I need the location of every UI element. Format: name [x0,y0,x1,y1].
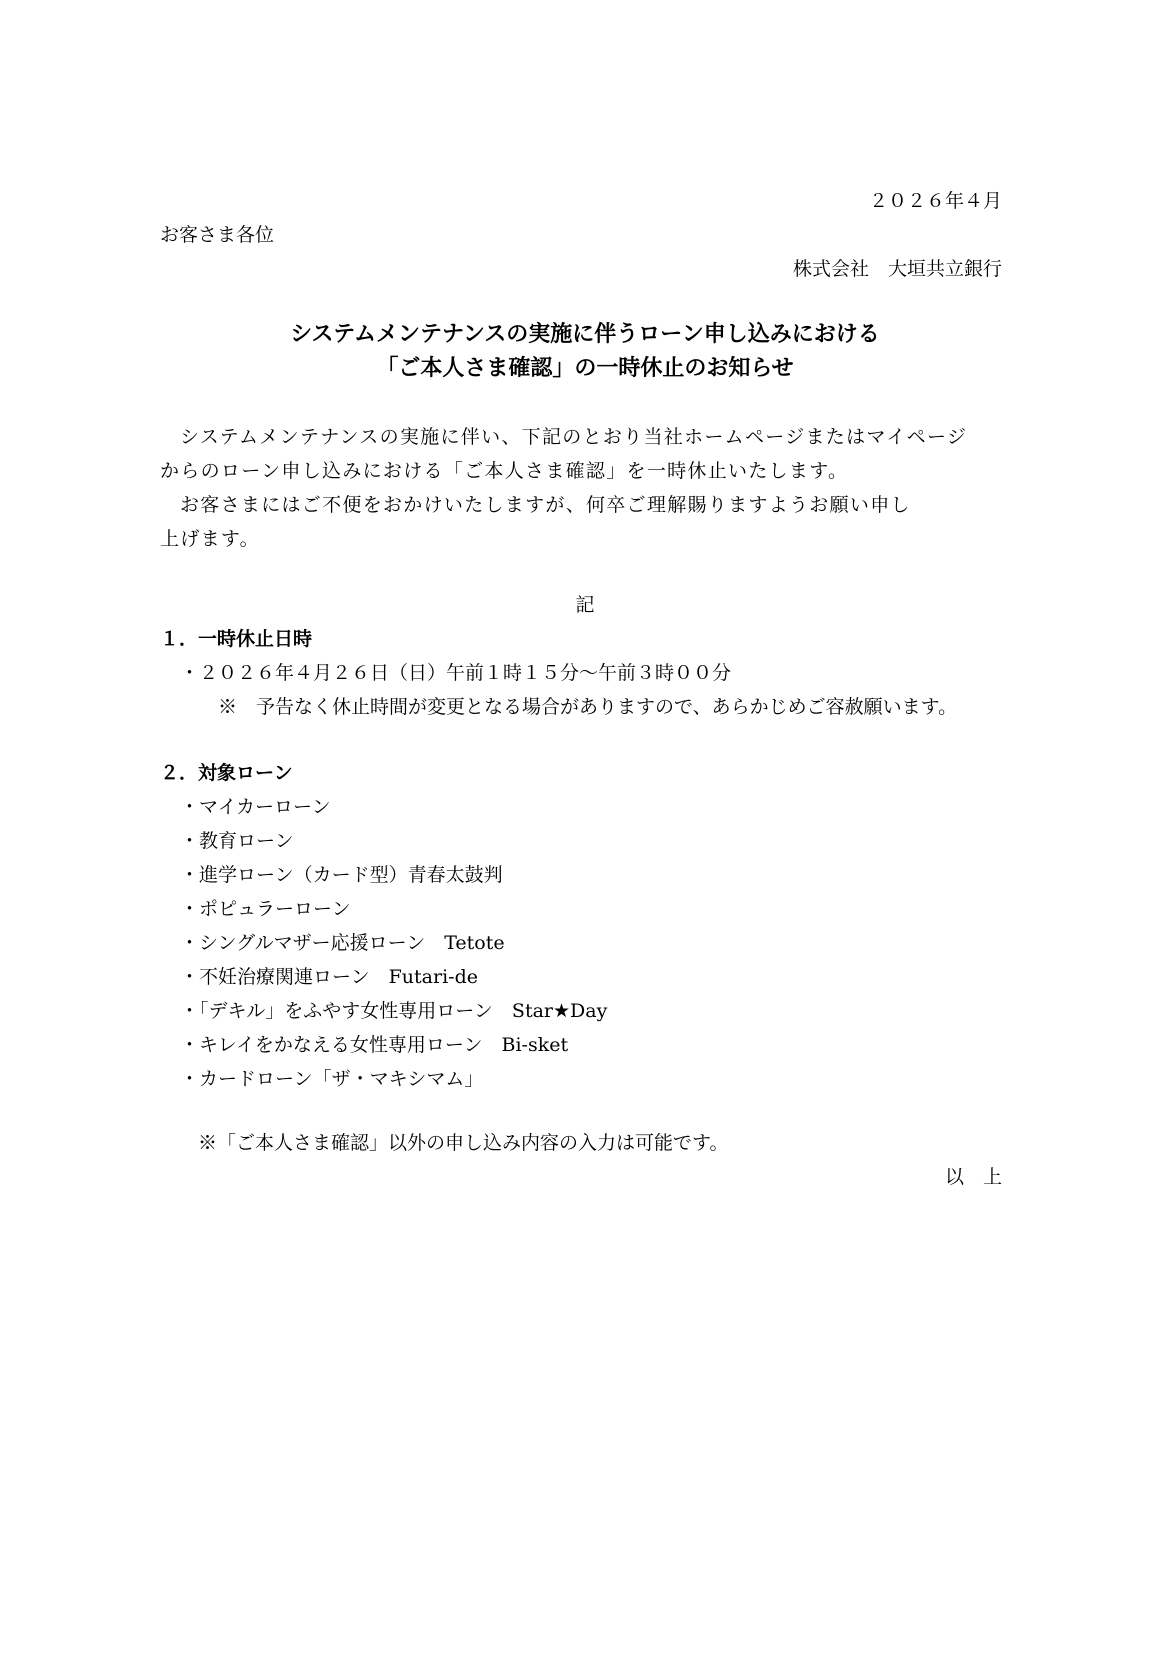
body-paragraph1-line1: システムメンテナンスの実施に伴い、下記のとおり当社ホームページまたはマイページ [180,426,968,448]
sender: 株式会社 大垣共立銀行 [792,258,1002,280]
loan-item: ・マイカーローン [180,796,331,818]
suspension-datetime: ・２０２６年４月２６日（日）午前１時１５分～午前３時００分 [180,662,732,684]
recipient: お客さま各位 [160,224,275,246]
document-title-line1: システムメンテナンスの実施に伴うローン申し込みにおける [290,322,880,347]
loan-item: ・シングルマザー応援ローン Tetote [180,932,505,954]
loan-item: ・不妊治療関連ローン Futari-de [180,966,478,988]
loan-item: ・進学ローン（カード型）青春太鼓判 [180,864,503,886]
suspension-note: ※ 予告なく休止時間が変更となる場合がありますので、あらかじめご容赦願います。 [218,696,958,718]
body-paragraph1-line2: からのローン申し込みにおける「ご本人さま確認」を一時休止いたします。 [160,460,849,482]
loan-item: ・カードローン「ザ・マキシマム」 [180,1068,484,1090]
issue-date: ２０２６年４月 [868,190,1002,212]
body-paragraph2-line2: 上げます。 [160,528,260,550]
closing: 以 上 [944,1166,1002,1188]
loan-item: ・教育ローン [180,830,294,852]
loan-item: ・キレイをかなえる女性専用ローン Bi-sket [180,1034,569,1056]
section1-heading: １．一時休止日時 [160,628,313,650]
ki-marker: 記 [575,594,595,616]
footnote: ※「ご本人さま確認」以外の申し込み内容の入力は可能です。 [198,1132,729,1154]
document-title-line2: 「ご本人さま確認」の一時休止のお知らせ [376,356,794,381]
body-paragraph2-line1: お客さまにはご不便をおかけいたしますが、何卒ご理解賜りますようお願い申し [180,494,911,516]
loan-item: ・「デキル」をふやす女性専用ローン Star★Day [180,1000,608,1022]
section2-heading: ２．対象ローン [160,762,293,784]
loan-item: ・ポピュラーローン [180,898,351,920]
